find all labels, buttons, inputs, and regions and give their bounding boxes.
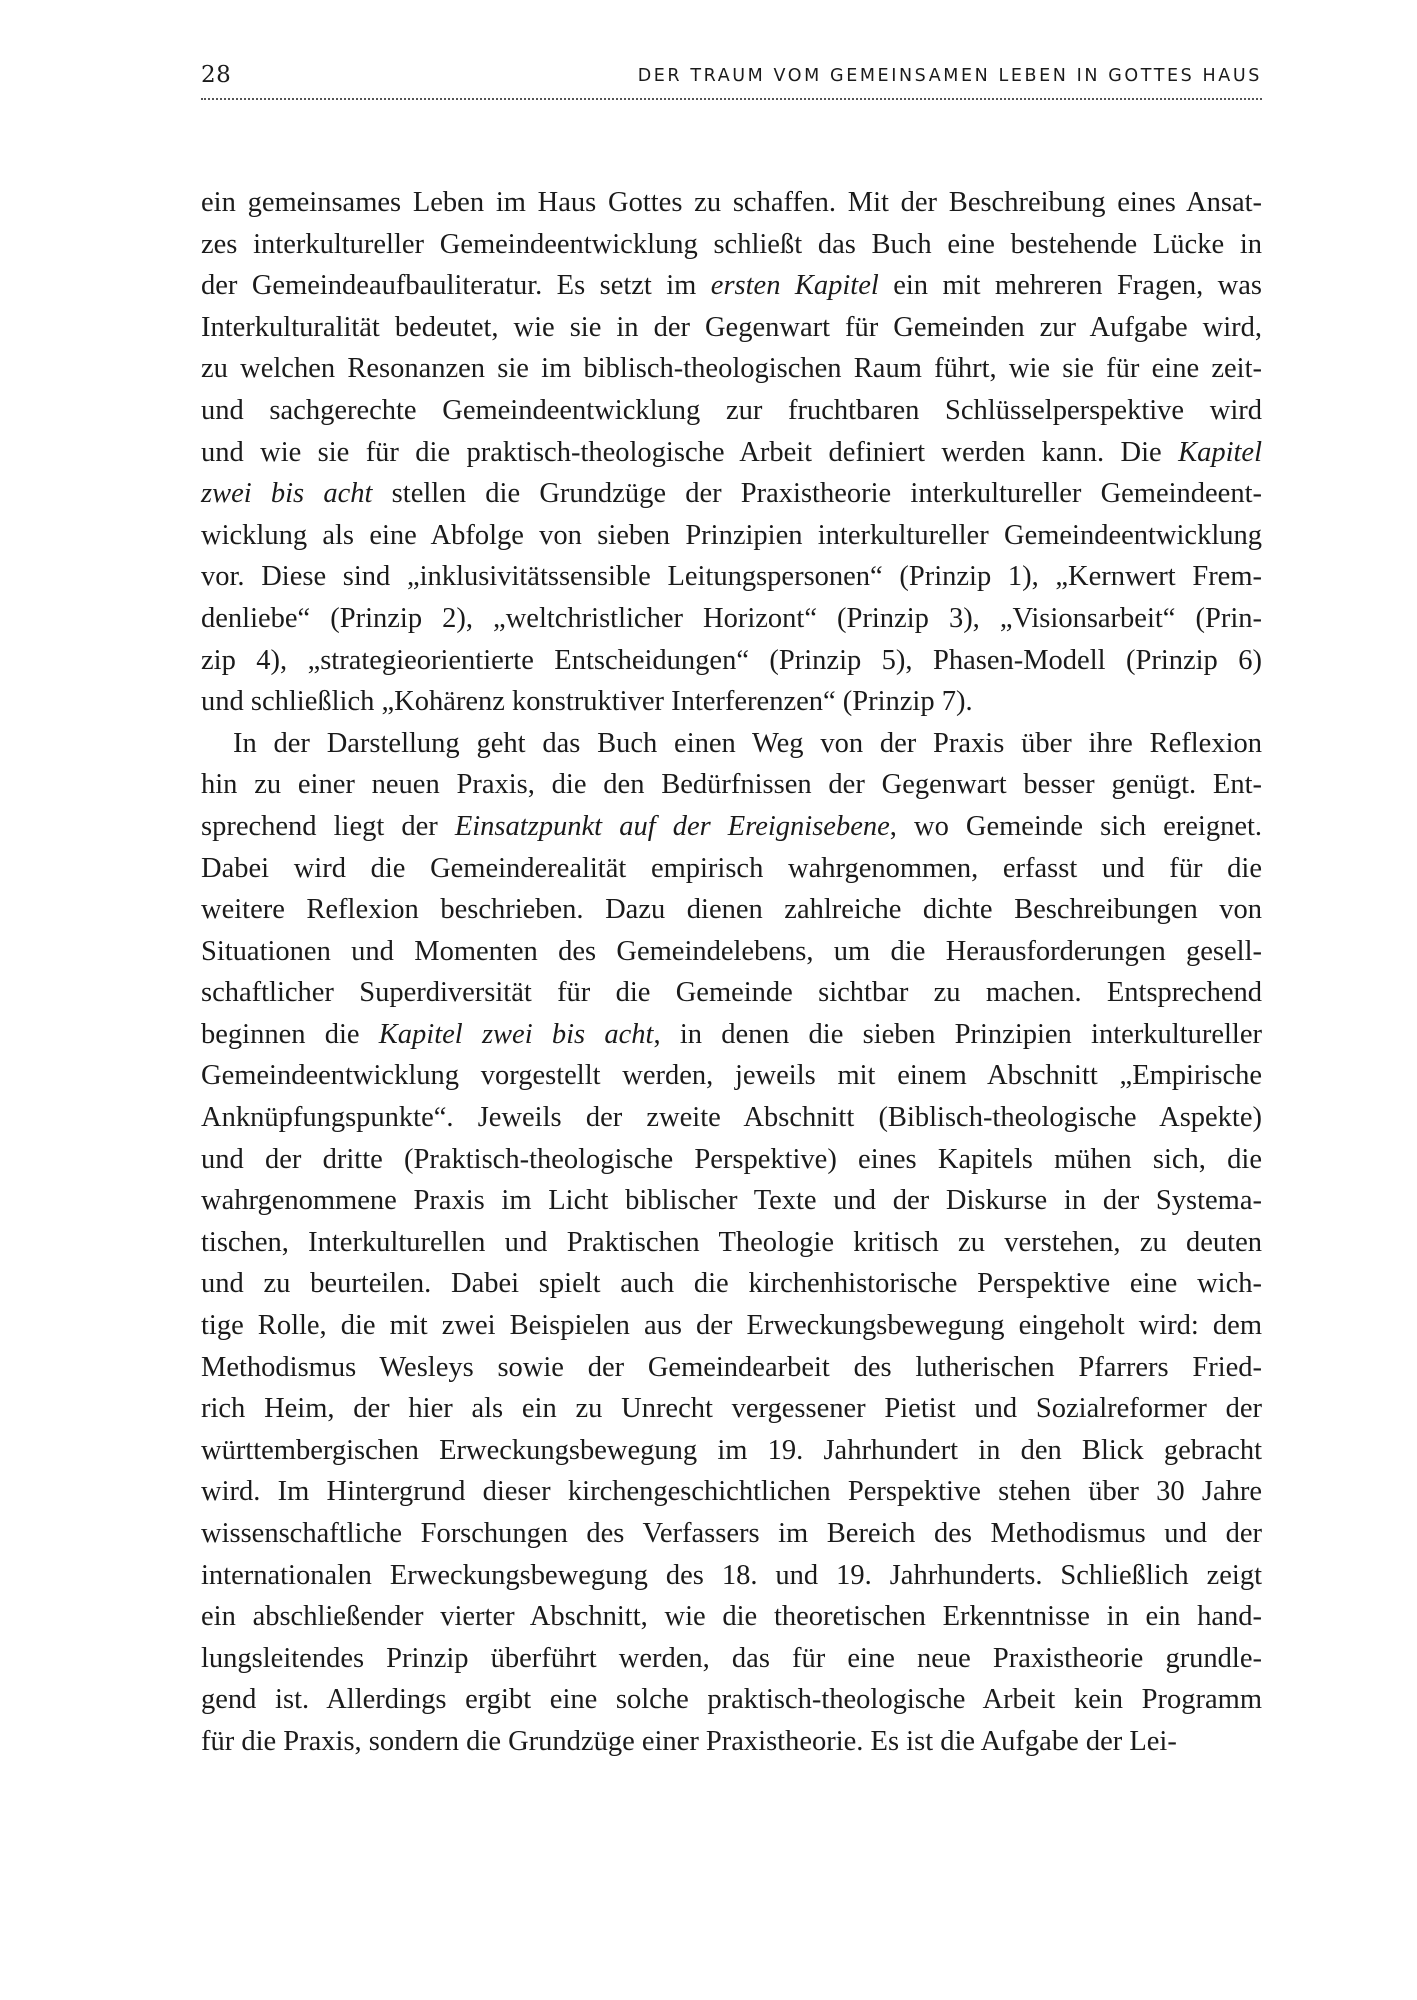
italic-run: Kapitel zwei bis acht [378, 1018, 654, 1050]
dotted-header-rule [201, 98, 1262, 100]
text-line [201, 265, 1262, 307]
text-line: Situationen und Momenten des Gemeindelebens, um die Herausforderungen gesell- [201, 935, 1262, 967]
text-line: Methodismus Wesleys sowie der Gemeindearbeit des lutherischen Pfarrers Fried- [201, 1351, 1262, 1383]
text-line [201, 806, 1262, 848]
paragraph-2 [201, 723, 1262, 1763]
text-line: für die Praxis, sondern die Grundzüge einer Praxistheorie. Es ist die Aufgabe der Lei- [201, 1725, 1177, 1757]
text-line: wissenschaftliche Forschungen des Verfassers im Bereich des Methodismus und der [201, 1518, 1262, 1549]
text-run: und wie sie für die praktisch-theologische Arbeit definiert werden kann. Die [201, 436, 1179, 468]
text-run: stellen die Grundzüge der Praxistheorie interkultureller Gemeindeent- [372, 478, 1262, 510]
text-line: Anknüpfungspunkte“. Jeweils der zweite Abschnitt (Biblisch-theologische Aspekte) [201, 1102, 1262, 1134]
text-line: Dabei wird die Gemeinderealität empirisch wahrgenommen, erfasst und für die [201, 852, 1262, 884]
text-line: gend ist. Allerdings ergibt eine solche praktisch-theologische Arbeit kein Programm [201, 1684, 1262, 1716]
text-line: zu welchen Resonanzen sie im biblisch-theologischen Raum führt, wie sie für eine zeit- [201, 353, 1262, 385]
text-line: zes interkultureller Gemeindeentwicklung schließt das Buch eine bestehende Lücke in [201, 228, 1262, 260]
text-line: lungsleitendes Prinzip überführt werden, das für eine neue Praxistheorie grundle- [201, 1642, 1262, 1674]
running-head [201, 62, 1262, 102]
text-run: der Gemeindeaufbauliteratur. Es setzt im [201, 270, 711, 302]
text-line [201, 473, 1262, 515]
italic-run: Kapitel [1178, 436, 1262, 468]
text-run: beginnen die [201, 1018, 379, 1050]
text-line: wird. Im Hintergrund dieser kirchengeschichtlichen Perspektive stehen über 30 Jahre [201, 1476, 1262, 1508]
text-line: weitere Reflexion beschrieben. Dazu dienen zahlreiche dichte Beschreibungen von [201, 894, 1262, 926]
text-line: wicklung als eine Abfolge von sieben Prinzipien interkultureller Gemeindeentwicklung [201, 519, 1262, 551]
text-line: In der Darstellung geht das Buch einen Weg von der Praxis über ihre Reflexion [233, 727, 1262, 759]
italic-run: Einsatzpunkt auf der Ereignisebene [454, 810, 890, 842]
running-title: DER TRAUM VOM GEMEINSAMEN LEBEN IN GOTTES HAUS [637, 66, 1262, 86]
text-line: und schließlich „Kohärenz konstruktiver Interferenzen“ (Prinzip 7). [201, 686, 973, 718]
body-text [201, 182, 1262, 1763]
text-line [201, 432, 1262, 474]
text-line: und sachgerechte Gemeindeentwicklung zur fruchtbaren Schlüsselperspektive wird [201, 394, 1262, 426]
text-run: , wo Gemeinde sich ereignet. [889, 810, 1263, 842]
text-line: Interkulturalität bedeutet, wie sie in der Gegenwart für Gemeinden zur Aufgabe wird, [201, 311, 1262, 343]
text-line: denliebe“ (Prinzip 2), „weltchristlicher Horizont“ (Prinzip 3), „Visionsarbeit“ (Prin- [201, 602, 1262, 634]
text-line: württembergischen Erweckungsbewegung im 19. Jahrhundert in den Blick gebracht [201, 1434, 1262, 1466]
italic-run: ersten Kapitel [710, 270, 879, 302]
text-line: vor. Diese sind „inklusivitätssensible Leitungspersonen“ (Prinzip 1), „Kernwert Frem- [201, 561, 1262, 593]
text-line: und der dritte (Praktisch-theologische Perspektive) eines Kapitels mühen sich, die [201, 1143, 1262, 1175]
text-line: hin zu einer neuen Praxis, die den Bedürfnissen der Gegenwart besser genügt. Ent- [201, 769, 1262, 801]
paragraph-1 [201, 182, 1262, 723]
text-line: tischen, Interkulturellen und Praktischen Theologie kritisch zu verstehen, zu deuten [201, 1226, 1262, 1258]
text-line: Gemeindeentwicklung vorgestellt werden, jeweils mit einem Abschnitt „Empirische [201, 1060, 1262, 1092]
text-line: und zu beurteilen. Dabei spielt auch die kirchenhistorische Perspektive eine wich- [201, 1268, 1262, 1300]
text-line: internationalen Erweckungsbewegung des 18. und 19. Jahrhunderts. Schließlich zeigt [201, 1559, 1262, 1591]
text-line: tige Rolle, die mit zwei Beispielen aus der Erweckungsbewegung eingeholt wird: dem [201, 1310, 1262, 1342]
text-line: ein abschließender vierter Abschnitt, wie die theoretischen Erkenntnisse in ein hand- [201, 1601, 1262, 1633]
text-run: , in denen die sieben Prinzipien interkultureller [653, 1018, 1262, 1050]
text-run: sprechend liegt der [201, 810, 455, 842]
page-number: 28 [201, 62, 232, 88]
italic-run: zwei bis acht [201, 478, 373, 510]
text-line: schaftlicher Superdiversität für die Gemeinde sichtbar zu machen. Entsprechend [201, 977, 1262, 1009]
text-run: ein mit mehreren Fragen, was [878, 270, 1262, 302]
text-line [201, 1014, 1262, 1056]
text-line: wahrgenommene Praxis im Licht biblischer Texte und der Diskurse in der Systema- [201, 1185, 1262, 1217]
text-line: ein gemeinsames Leben im Haus Gottes zu schaffen. Mit der Beschreibung eines Ansat- [201, 187, 1262, 218]
text-line: zip 4), „strategieorientierte Entscheidungen“ (Prinzip 5), Phasen-Modell (Prinzip 6) [201, 644, 1262, 676]
text-line: rich Heim, der hier als ein zu Unrecht vergessener Pietist und Sozialreformer der [201, 1393, 1262, 1425]
